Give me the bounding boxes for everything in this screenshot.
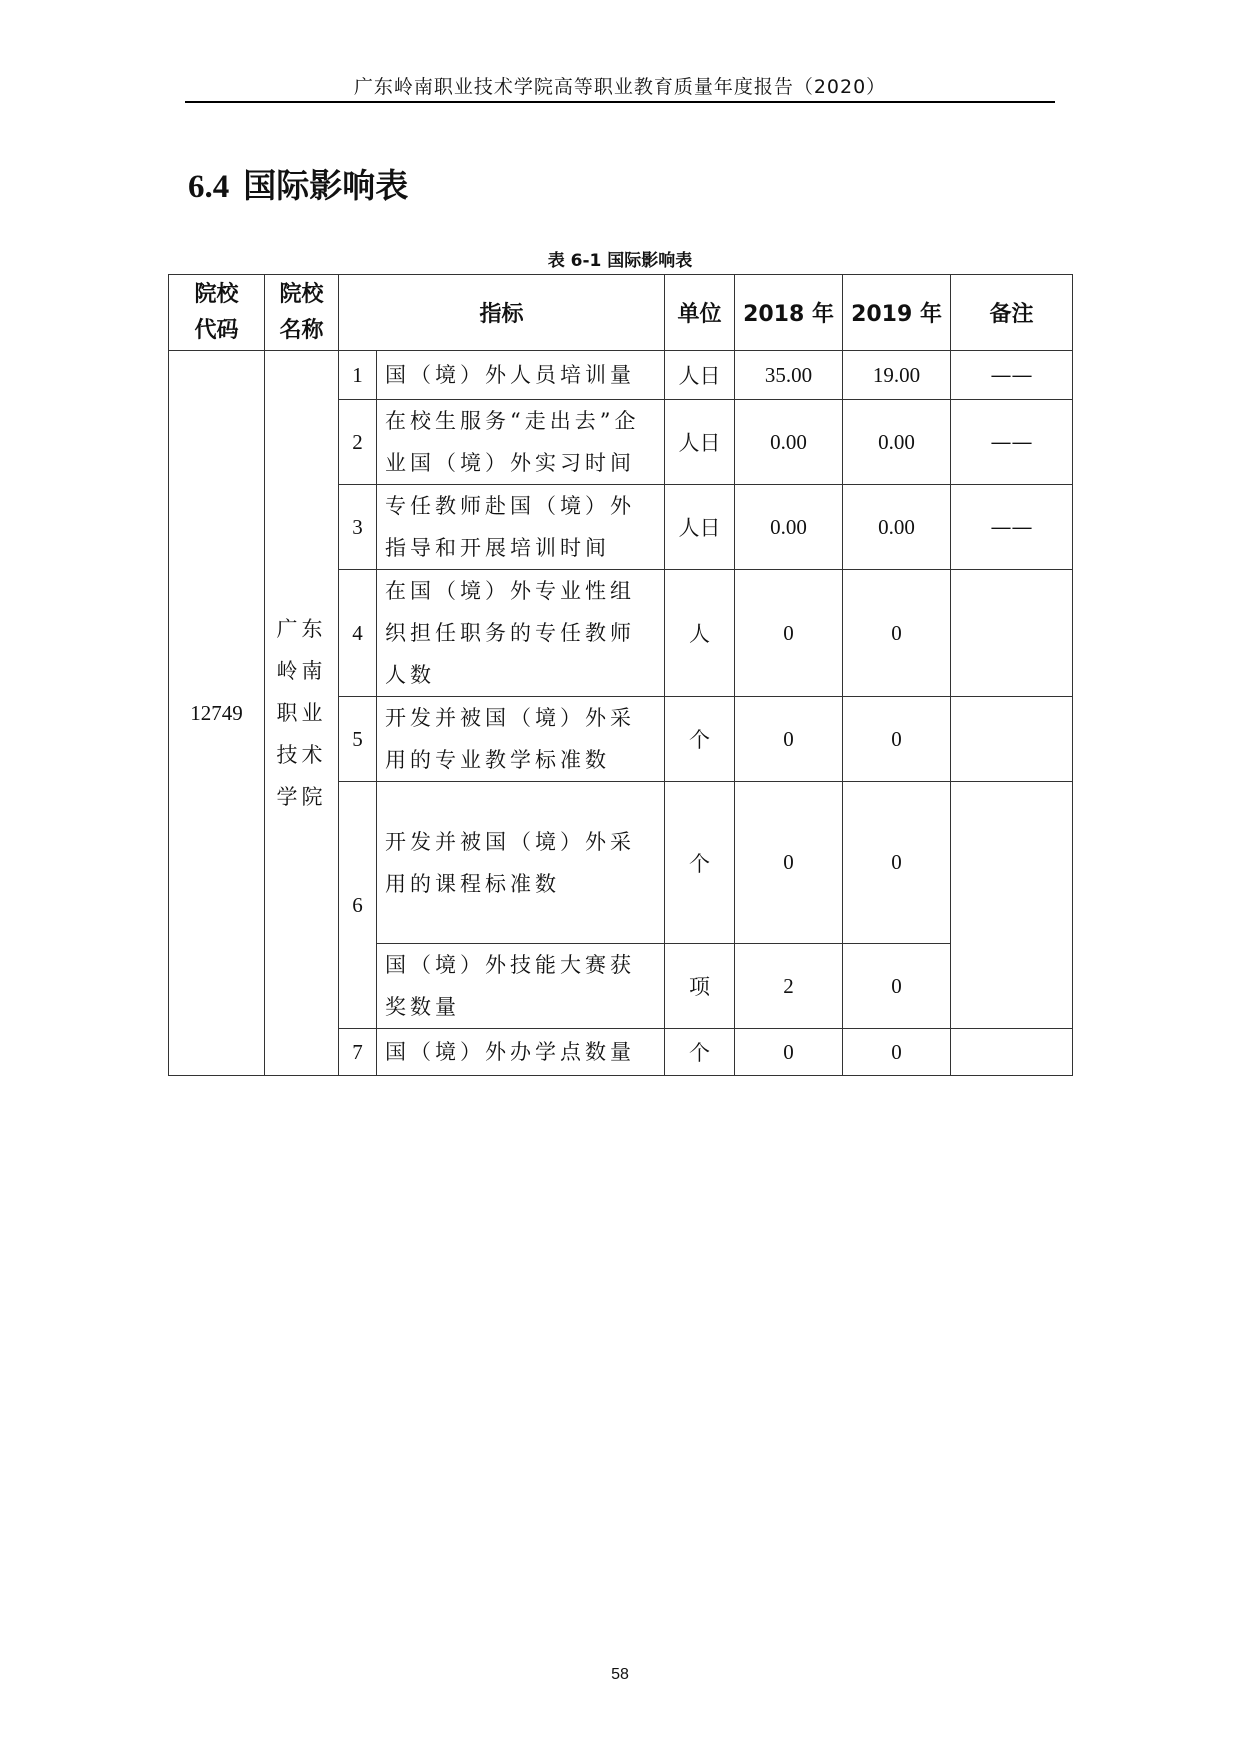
header-unit: 单位 [665, 275, 735, 351]
header-note: 备注 [951, 275, 1073, 351]
indicator-cell: 开发并被国（境）外采用的专业教学标准数 [377, 697, 665, 782]
indicator-cell: 开发并被国（境）外采用的课程标准数 [377, 782, 665, 944]
header-school-code: 院校代码 [169, 275, 265, 351]
header-2018: 2018 年 [735, 275, 843, 351]
unit-cell: 个 [665, 697, 735, 782]
unit-cell: 人日 [665, 485, 735, 570]
value-2018-cell: 0 [735, 782, 843, 944]
table-row [169, 351, 1073, 400]
note-cell [951, 782, 1073, 1029]
indicator-cell: 在校生服务“走出去”企业国（境）外实习时间 [377, 400, 665, 485]
indicator-cell: 在国（境）外专业性组织担任职务的专任教师人数 [377, 570, 665, 697]
value-2018-cell: 0 [735, 1029, 843, 1076]
school-name-cell: 广东岭南职业技术学院 [265, 351, 339, 1076]
note-cell [951, 697, 1073, 782]
table-caption: 表 6-1 国际影响表 [547, 251, 693, 271]
header-rule [185, 101, 1055, 103]
value-2018-cell: 0.00 [735, 400, 843, 485]
header-indicator: 指标 [339, 275, 665, 351]
value-2018-cell: 0 [735, 697, 843, 782]
row-number: 5 [339, 697, 377, 782]
row-number: 1 [339, 351, 377, 400]
row-number: 6 [339, 782, 377, 1029]
header-2019: 2019 年 [843, 275, 951, 351]
value-2018-cell: 0 [735, 570, 843, 697]
unit-cell: 项 [665, 944, 735, 1029]
indicator-cell: 专任教师赴国（境）外指导和开展培训时间 [377, 485, 665, 570]
header-row [169, 275, 1073, 351]
note-cell [951, 570, 1073, 697]
row-number: 7 [339, 1029, 377, 1076]
value-2019-cell: 19.00 [843, 351, 951, 400]
unit-cell: 个 [665, 782, 735, 944]
value-2019-cell: 0.00 [843, 485, 951, 570]
value-2019-cell: 0 [843, 782, 951, 944]
row-number: 4 [339, 570, 377, 697]
value-2018-cell: 35.00 [735, 351, 843, 400]
unit-cell: 人 [665, 570, 735, 697]
section-title-text: 国际影响表 [243, 166, 409, 205]
note-cell: —— [951, 400, 1073, 485]
indicator-cell: 国（境）外办学点数量 [377, 1029, 665, 1076]
section-title [188, 160, 408, 207]
header-school-name: 院校名称 [265, 275, 339, 351]
row-number: 3 [339, 485, 377, 570]
value-2018-cell: 0.00 [735, 485, 843, 570]
running-header: 广东岭南职业技术学院高等职业教育质量年度报告（2020） [353, 76, 887, 98]
note-cell: —— [951, 485, 1073, 570]
value-2019-cell: 0 [843, 697, 951, 782]
unit-cell: 人日 [665, 351, 735, 400]
value-2019-cell: 0 [843, 1029, 951, 1076]
school-code-cell: 12749 [169, 351, 265, 1076]
note-cell [951, 1029, 1073, 1076]
page-number: 58 [611, 1666, 629, 1683]
unit-cell: 个 [665, 1029, 735, 1076]
indicator-cell: 国（境）外技能大赛获奖数量 [377, 944, 665, 1029]
value-2018-cell: 2 [735, 944, 843, 1029]
section-number: 6.4 [188, 169, 230, 205]
row-number: 2 [339, 400, 377, 485]
value-2019-cell: 0 [843, 944, 951, 1029]
note-cell: —— [951, 351, 1073, 400]
value-2019-cell: 0 [843, 570, 951, 697]
unit-cell: 人日 [665, 400, 735, 485]
international-impact-table [168, 274, 1073, 1076]
indicator-cell: 国（境）外人员培训量 [377, 351, 665, 400]
value-2019-cell: 0.00 [843, 400, 951, 485]
